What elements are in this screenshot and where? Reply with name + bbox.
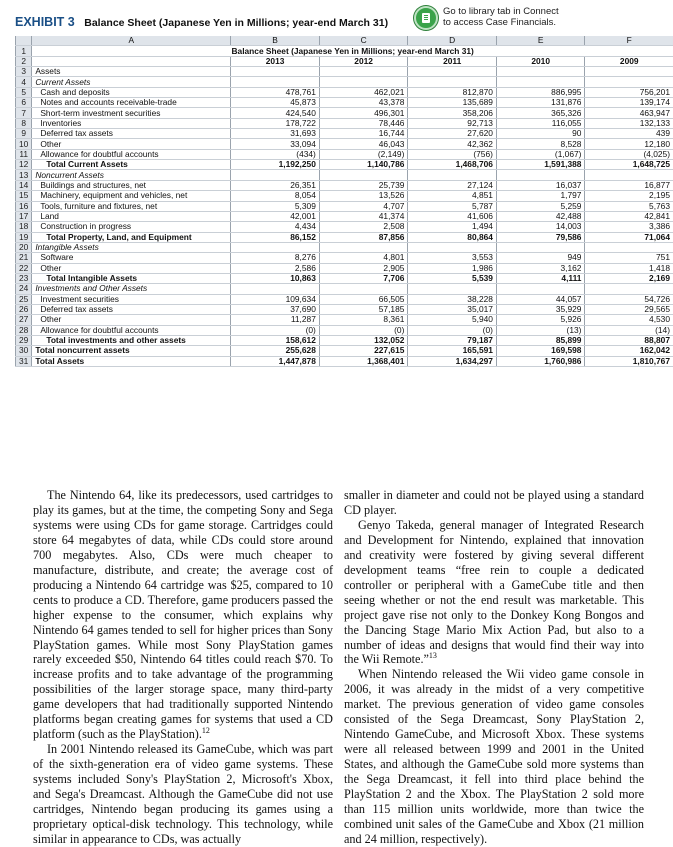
value-cell: 14,003 <box>496 222 585 232</box>
row-number: 28 <box>16 325 32 335</box>
row-label: Total Intangible Assets <box>32 273 231 283</box>
value-cell: 132,133 <box>585 118 673 128</box>
value-cell: 90 <box>496 129 585 139</box>
value-cell: (0) <box>319 325 408 335</box>
value-cell: 8,054 <box>231 191 320 201</box>
value-cell: 158,612 <box>231 335 320 345</box>
value-cell: 949 <box>496 253 585 263</box>
value-cell: 1,468,706 <box>408 160 497 170</box>
value-cell: 5,539 <box>408 273 497 283</box>
value-cell: 2,508 <box>319 222 408 232</box>
value-cell: 79,187 <box>408 335 497 345</box>
column-header: E <box>496 36 585 46</box>
value-cell <box>319 242 408 252</box>
value-cell: 2,169 <box>585 273 673 283</box>
row-label: Total noncurrent assets <box>32 346 231 356</box>
value-cell: (4,025) <box>585 149 673 159</box>
table-row <box>16 191 673 201</box>
value-cell: 5,763 <box>585 201 673 211</box>
value-cell: 33,094 <box>231 139 320 149</box>
value-cell <box>231 67 320 77</box>
value-cell: 132,052 <box>319 335 408 345</box>
value-cell: 92,713 <box>408 118 497 128</box>
year-header: 2011 <box>408 56 497 66</box>
row-label: Assets <box>32 67 231 77</box>
value-cell: 4,851 <box>408 191 497 201</box>
row-label: Intangible Assets <box>32 242 231 252</box>
value-cell: 178,722 <box>231 118 320 128</box>
row-number: 7 <box>16 108 32 118</box>
value-cell: 29,565 <box>585 304 673 314</box>
row-label: Deferred tax assets <box>32 129 231 139</box>
article-left-column <box>33 488 333 847</box>
value-cell: 4,801 <box>319 253 408 263</box>
table-row <box>16 180 673 190</box>
value-cell: 87,856 <box>319 232 408 242</box>
value-cell: 255,628 <box>231 346 320 356</box>
row-label: Short-term investment securities <box>32 108 231 118</box>
row-label: Inventories <box>32 118 231 128</box>
value-cell: 45,873 <box>231 98 320 108</box>
row-number: 25 <box>16 294 32 304</box>
value-cell: 1,648,725 <box>585 160 673 170</box>
row-label: Investment securities <box>32 294 231 304</box>
table-row <box>16 108 673 118</box>
value-cell: 86,152 <box>231 232 320 242</box>
value-cell: 44,057 <box>496 294 585 304</box>
corner-cell <box>16 36 32 46</box>
value-cell: 1,591,388 <box>496 160 585 170</box>
row-label: Other <box>32 315 231 325</box>
row-number: 17 <box>16 211 32 221</box>
value-cell: 42,841 <box>585 211 673 221</box>
value-cell <box>408 284 497 294</box>
row-number: 5 <box>16 87 32 97</box>
value-cell: 37,690 <box>231 304 320 314</box>
value-cell: 496,301 <box>319 108 408 118</box>
value-cell: (13) <box>496 325 585 335</box>
column-header: B <box>231 36 320 46</box>
value-cell <box>496 284 585 294</box>
value-cell: (756) <box>408 149 497 159</box>
balance-sheet-table <box>15 36 673 367</box>
value-cell: 365,326 <box>496 108 585 118</box>
value-cell: 478,761 <box>231 87 320 97</box>
article-right-column <box>344 488 644 847</box>
row-label: Notes and accounts receivable-trade <box>32 98 231 108</box>
value-cell: 131,876 <box>496 98 585 108</box>
row-label: Allowance for doubtful accounts <box>32 325 231 335</box>
value-cell: 25,739 <box>319 180 408 190</box>
value-cell: 79,586 <box>496 232 585 242</box>
row-label: Current Assets <box>32 77 231 87</box>
value-cell: 88,807 <box>585 335 673 345</box>
row-number: 23 <box>16 273 32 283</box>
value-cell: 5,259 <box>496 201 585 211</box>
connect-library-icon[interactable] <box>414 6 438 30</box>
row-label: Cash and deposits <box>32 87 231 97</box>
row-label: Other <box>32 263 231 273</box>
row-number: 20 <box>16 242 32 252</box>
value-cell: 13,526 <box>319 191 408 201</box>
value-cell: 41,606 <box>408 211 497 221</box>
table-row <box>16 149 673 159</box>
value-cell: 1,418 <box>585 263 673 273</box>
row-label: Noncurrent Assets <box>32 170 231 180</box>
sheet-title: Balance Sheet (Japanese Yen in Millions; year-end March 31) <box>32 46 673 56</box>
article-paragraph: Genyo Takeda, general manager of Integrated Research and Development for Nintendo, explained that innovation and creativity were fostered by giving several different development teams “free rein to couple a dedicated controller or peripheral with a GameCube title and then seeing whether or not the end result was marketable. This project gave rise not only to the Donkey Kong Bongos and the Dancing Stage Mario Mix Action Pad, but also to a number of ideas and designs that would find their way into the Wii Remote.”$^{13}$ <box>344 518 644 668</box>
value-cell <box>319 77 408 87</box>
exhibit-label: EXHIBIT 3 <box>15 15 75 29</box>
value-cell: 5,787 <box>408 201 497 211</box>
column-header-row <box>16 36 673 46</box>
year-header: 2013 <box>231 56 320 66</box>
value-cell: 5,940 <box>408 315 497 325</box>
value-cell <box>585 77 673 87</box>
row-label: Buildings and structures, net <box>32 180 231 190</box>
column-header: F <box>585 36 673 46</box>
value-cell: 31,693 <box>231 129 320 139</box>
table-row <box>16 263 673 273</box>
value-cell: 3,386 <box>585 222 673 232</box>
value-cell: 4,434 <box>231 222 320 232</box>
value-cell: (0) <box>231 325 320 335</box>
table-row <box>16 170 673 180</box>
value-cell: (0) <box>408 325 497 335</box>
row-number: 14 <box>16 180 32 190</box>
value-cell: 35,017 <box>408 304 497 314</box>
value-cell: 7,706 <box>319 273 408 283</box>
value-cell: 1,447,878 <box>231 356 320 366</box>
value-cell <box>408 77 497 87</box>
sheet-body <box>16 67 673 367</box>
value-cell: 71,064 <box>585 232 673 242</box>
article-paragraph: smaller in diameter and could not be played using a standard CD player. <box>344 488 644 518</box>
row-label: Land <box>32 211 231 221</box>
library-note-line2: to access Case Financials. <box>443 17 559 28</box>
value-cell: 80,864 <box>408 232 497 242</box>
table-row <box>16 118 673 128</box>
value-cell <box>496 242 585 252</box>
row-number: 6 <box>16 98 32 108</box>
value-cell <box>319 284 408 294</box>
row-number: 4 <box>16 77 32 87</box>
row-number: 16 <box>16 201 32 211</box>
table-row <box>16 242 673 252</box>
row-number: 19 <box>16 232 32 242</box>
value-cell: 2,586 <box>231 263 320 273</box>
row-label: Total investments and other assets <box>32 335 231 345</box>
row-label: Total Assets <box>32 356 231 366</box>
article-paragraph: The Nintendo 64, like its predecessors, used cartridges to play its games, but at the time, the competing Sony and Sega systems were using CDs for game storage. Cartridges could store 64 megabytes of data, while CDs could store around 700 megabytes. Also, CDs were much cheaper to manufacture, distribute, and create; the average cost of producing a Nintendo 64 cartridge was $25, compared to 10 cents to produce a CD. Therefore, game producers passed the higher expense to the consumer, which explains why Nintendo 64 games tended to sell for higher prices than Sony PlayStation games. While most Sony PlayStation games rarely exceeded $50, Nintendo 64 titles could reach $70. To increase profits and to take advantage of the programming possibilities of the larger storage space, many third-party game developers that had traditionally supported Nintendo platforms began creating games for systems that used a CD platform (such as the PlayStation).$^{12}$ <box>33 488 333 742</box>
table-row <box>16 222 673 232</box>
table-row <box>16 325 673 335</box>
value-cell: 462,021 <box>319 87 408 97</box>
row-label: Tools, furniture and fixtures, net <box>32 201 231 211</box>
value-cell: 1,810,767 <box>585 356 673 366</box>
row-number: 11 <box>16 149 32 159</box>
value-cell: 116,055 <box>496 118 585 128</box>
table-row <box>16 304 673 314</box>
table-row <box>16 201 673 211</box>
value-cell: 3,162 <box>496 263 585 273</box>
value-cell: 1,192,250 <box>231 160 320 170</box>
value-cell: (434) <box>231 149 320 159</box>
value-cell: 227,615 <box>319 346 408 356</box>
row-number: 22 <box>16 263 32 273</box>
value-cell <box>319 170 408 180</box>
footnote-ref: 13 <box>429 651 437 660</box>
row-number: 24 <box>16 284 32 294</box>
value-cell <box>231 242 320 252</box>
row-number: 8 <box>16 118 32 128</box>
row-number: 1 <box>16 46 32 56</box>
value-cell <box>585 67 673 77</box>
value-cell: 41,374 <box>319 211 408 221</box>
value-cell: 1,368,401 <box>319 356 408 366</box>
value-cell: 439 <box>585 129 673 139</box>
value-cell: 43,378 <box>319 98 408 108</box>
value-cell: 1,797 <box>496 191 585 201</box>
row-label: Investments and Other Assets <box>32 284 231 294</box>
value-cell: 35,929 <box>496 304 585 314</box>
value-cell: 169,598 <box>496 346 585 356</box>
value-cell: 11,287 <box>231 315 320 325</box>
row-number: 18 <box>16 222 32 232</box>
row-number: 9 <box>16 129 32 139</box>
row-number: 21 <box>16 253 32 263</box>
row-number: 29 <box>16 335 32 345</box>
value-cell <box>408 67 497 77</box>
table-row <box>16 346 673 356</box>
row-number: 2 <box>16 56 32 66</box>
article-paragraph: In 2001 Nintendo released its GameCube, which was part of the sixth-generation era of video game systems. These systems included Sony's PlayStation 2, Microsoft's Xbox, and Sega's Dreamcast. Although the GameCube did not use cartridges, Nintendo began producing its games using a proprietary optical-disk technology. This technology, while similar in appearance to CDs, was actually <box>33 742 333 847</box>
table-row <box>16 273 673 283</box>
column-header: A <box>32 36 231 46</box>
table-row <box>16 294 673 304</box>
value-cell: 46,043 <box>319 139 408 149</box>
row-label: Machinery, equipment and vehicles, net <box>32 191 231 201</box>
year-header: 2009 <box>585 56 673 66</box>
value-cell: 27,124 <box>408 180 497 190</box>
value-cell: 27,620 <box>408 129 497 139</box>
value-cell: 54,726 <box>585 294 673 304</box>
value-cell: 162,042 <box>585 346 673 356</box>
value-cell: 424,540 <box>231 108 320 118</box>
row-label: Total Property, Land, and Equipment <box>32 232 231 242</box>
value-cell: (14) <box>585 325 673 335</box>
footnote-ref: 12 <box>202 726 210 735</box>
table-row <box>16 67 673 77</box>
value-cell <box>231 170 320 180</box>
value-cell <box>496 67 585 77</box>
row-number: 26 <box>16 304 32 314</box>
value-cell: 2,195 <box>585 191 673 201</box>
value-cell: 66,505 <box>319 294 408 304</box>
column-header: C <box>319 36 408 46</box>
value-cell: 812,870 <box>408 87 497 97</box>
exhibit-title <box>15 15 388 29</box>
value-cell: 1,760,986 <box>496 356 585 366</box>
value-cell: 4,530 <box>585 315 673 325</box>
table-row <box>16 284 673 294</box>
row-number: 10 <box>16 139 32 149</box>
value-cell <box>496 170 585 180</box>
value-cell: 16,877 <box>585 180 673 190</box>
value-cell: 4,111 <box>496 273 585 283</box>
value-cell: 139,174 <box>585 98 673 108</box>
library-note <box>443 6 559 28</box>
row-number: 3 <box>16 67 32 77</box>
sheet-title-row <box>16 46 673 56</box>
value-cell: 57,185 <box>319 304 408 314</box>
row-number: 30 <box>16 346 32 356</box>
value-cell <box>408 170 497 180</box>
value-cell: 109,634 <box>231 294 320 304</box>
value-cell: 8,276 <box>231 253 320 263</box>
table-row <box>16 98 673 108</box>
table-row <box>16 77 673 87</box>
value-cell <box>319 67 408 77</box>
row-number: 15 <box>16 191 32 201</box>
exhibit-header <box>15 12 655 38</box>
value-cell: 8,361 <box>319 315 408 325</box>
table-row <box>16 232 673 242</box>
year-header: 2012 <box>319 56 408 66</box>
value-cell: 3,553 <box>408 253 497 263</box>
value-cell: 10,863 <box>231 273 320 283</box>
table-row <box>16 253 673 263</box>
value-cell <box>585 242 673 252</box>
value-cell: 756,201 <box>585 87 673 97</box>
value-cell <box>408 242 497 252</box>
table-row <box>16 129 673 139</box>
row-number: 27 <box>16 315 32 325</box>
exhibit-subtitle: Balance Sheet (Japanese Yen in Millions; year-end March 31) <box>84 17 388 29</box>
value-cell: 165,591 <box>408 346 497 356</box>
value-cell: 42,001 <box>231 211 320 221</box>
row-number: 31 <box>16 356 32 366</box>
row-label: Allowance for doubtful accounts <box>32 149 231 159</box>
value-cell: 38,228 <box>408 294 497 304</box>
value-cell: 16,037 <box>496 180 585 190</box>
value-cell: 2,905 <box>319 263 408 273</box>
library-note-line1: Go to library tab in Connect <box>443 6 559 17</box>
value-cell: 1,140,786 <box>319 160 408 170</box>
value-cell: 42,488 <box>496 211 585 221</box>
table-row <box>16 160 673 170</box>
value-cell <box>231 77 320 87</box>
value-cell: 358,206 <box>408 108 497 118</box>
row-number: 12 <box>16 160 32 170</box>
value-cell: 26,351 <box>231 180 320 190</box>
value-cell: 16,744 <box>319 129 408 139</box>
year-row <box>16 56 673 66</box>
value-cell: 8,528 <box>496 139 585 149</box>
value-cell: 463,947 <box>585 108 673 118</box>
table-row <box>16 139 673 149</box>
row-label: Construction in progress <box>32 222 231 232</box>
value-cell: (1,067) <box>496 149 585 159</box>
value-cell: 1,986 <box>408 263 497 273</box>
value-cell <box>231 284 320 294</box>
value-cell <box>585 284 673 294</box>
value-cell: 751 <box>585 253 673 263</box>
value-cell: 78,446 <box>319 118 408 128</box>
value-cell: 42,362 <box>408 139 497 149</box>
value-cell: 1,494 <box>408 222 497 232</box>
table-row <box>16 335 673 345</box>
table-row <box>16 211 673 221</box>
table-row <box>16 87 673 97</box>
row-label: Deferred tax assets <box>32 304 231 314</box>
row-label: Software <box>32 253 231 263</box>
table-row <box>16 315 673 325</box>
year-header: 2010 <box>496 56 585 66</box>
column-header: D <box>408 36 497 46</box>
row-number: 13 <box>16 170 32 180</box>
value-cell <box>585 170 673 180</box>
value-cell: 12,180 <box>585 139 673 149</box>
value-cell: 1,634,297 <box>408 356 497 366</box>
value-cell: 135,689 <box>408 98 497 108</box>
value-cell: 5,309 <box>231 201 320 211</box>
value-cell: 85,899 <box>496 335 585 345</box>
row-label: Other <box>32 139 231 149</box>
value-cell <box>496 77 585 87</box>
value-cell: 5,926 <box>496 315 585 325</box>
table-row <box>16 356 673 366</box>
value-cell: (2,149) <box>319 149 408 159</box>
article-paragraph: When Nintendo released the Wii video game console in 2006, it was already in the midst of a very competitive market. The previous generation of video game consoles consisted of the Sega Dreamcast, Sony PlayStation 2, Nintendo GameCube, and Microsoft Xbox. These systems were all released between 1999 and 2001 in the United States, and although the GameCube sold more systems than the Sega Dreamcast, it fell into third place behind the PlayStation 2 and the Xbox. The PlayStation 2 sold more than 115 million units worldwide, more than twice the combined unit sales of the GameCube and Xbox (21 million and 24 million, respectively). <box>344 667 644 846</box>
value-cell: 4,707 <box>319 201 408 211</box>
value-cell: 886,995 <box>496 87 585 97</box>
row-label: Total Current Assets <box>32 160 231 170</box>
